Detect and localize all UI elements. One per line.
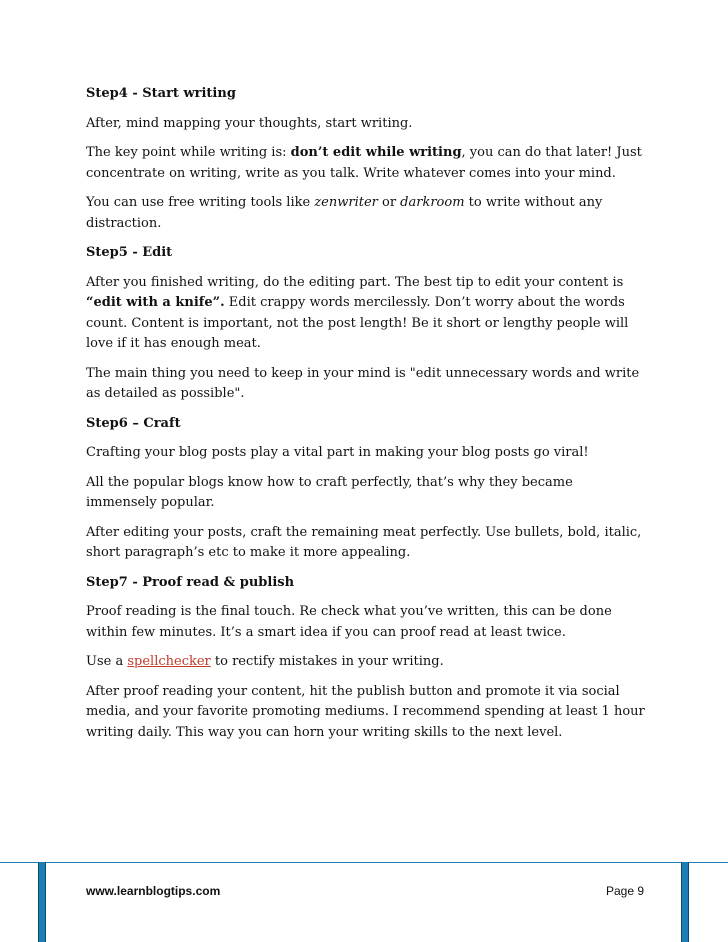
paragraph (86, 602, 646, 643)
paragraph (86, 273, 646, 355)
text-run: or (377, 195, 401, 210)
text-run: After, mind mapping your thoughts, start writing. (86, 115, 413, 131)
footer-left-bar (38, 862, 46, 942)
text-run: to rectify mistakes in your writing. (210, 654, 444, 669)
section-heading: Step7 - Proof read & publish (86, 574, 295, 590)
page-number: Page 9 (606, 884, 645, 898)
paragraph (86, 652, 646, 673)
text-run: All the popular blogs know how to craft perfectly, that’s why they became immensely popular. (86, 474, 573, 510)
text-run: After you finished writing, do the editing part. The best tip to edit your content is (86, 274, 624, 290)
text-run: The key point while writing is: (86, 145, 291, 160)
footer-right-bar (681, 862, 689, 942)
section-heading: Step5 - Edit (86, 245, 173, 260)
spellchecker-link[interactable]: spellchecker (127, 654, 211, 669)
page-body (86, 84, 646, 752)
bold-text: “edit with a knife”. (86, 295, 225, 310)
italic-text: zenwriter (314, 195, 378, 210)
paragraph (86, 114, 646, 135)
text-run: to write without any distraction. (86, 195, 603, 231)
paragraph (86, 682, 646, 744)
paragraph (86, 193, 646, 234)
text-run: Edit crappy words mercilessly. Don’t worry about the words count. Content is important, not the post length! Be it short or lengthy people will love if it has enough meat. (86, 295, 629, 351)
italic-text: darkroom (400, 195, 465, 210)
section-heading: Step4 - Start writing (86, 86, 236, 101)
section-heading: Step6 – Craft (86, 415, 181, 431)
text-run: Proof reading is the final touch. Re check what you’ve written, this can be done within few minutes. It’s a smart idea if you can proof read at least twice. (86, 604, 612, 640)
text-run: You can use free writing tools like (86, 195, 315, 210)
paragraph (86, 523, 646, 564)
footer-rule (0, 862, 728, 863)
text-run: The main thing you need to keep in your mind is "edit unnecessary words and write as detailed as possible". (86, 365, 640, 401)
paragraph (86, 364, 646, 405)
text-run: Crafting your blog posts play a vital part in making your blog posts go viral! (86, 445, 589, 460)
text-run: After editing your posts, craft the remaining meat perfectly. Use bullets, bold, italic, short paragraph’s etc to make it more appealing. (86, 524, 642, 560)
bold-text: don’t edit while writing (290, 145, 462, 160)
paragraph (86, 473, 646, 514)
text-run: , you can do that later! Just concentrate on writing, write as you talk. Write whatever comes into your mind. (86, 145, 642, 181)
paragraph (86, 143, 646, 184)
text-run: After proof reading your content, hit the publish button and promote it via social media, and your favorite promoting mediums. I recommend spending at least 1 hour writing daily. This way you can horn your writing skills to the next level. (86, 683, 645, 740)
footer-url: www.learnblogtips.com (86, 884, 221, 898)
text-run: Use a (86, 654, 128, 669)
paragraph (86, 443, 646, 464)
